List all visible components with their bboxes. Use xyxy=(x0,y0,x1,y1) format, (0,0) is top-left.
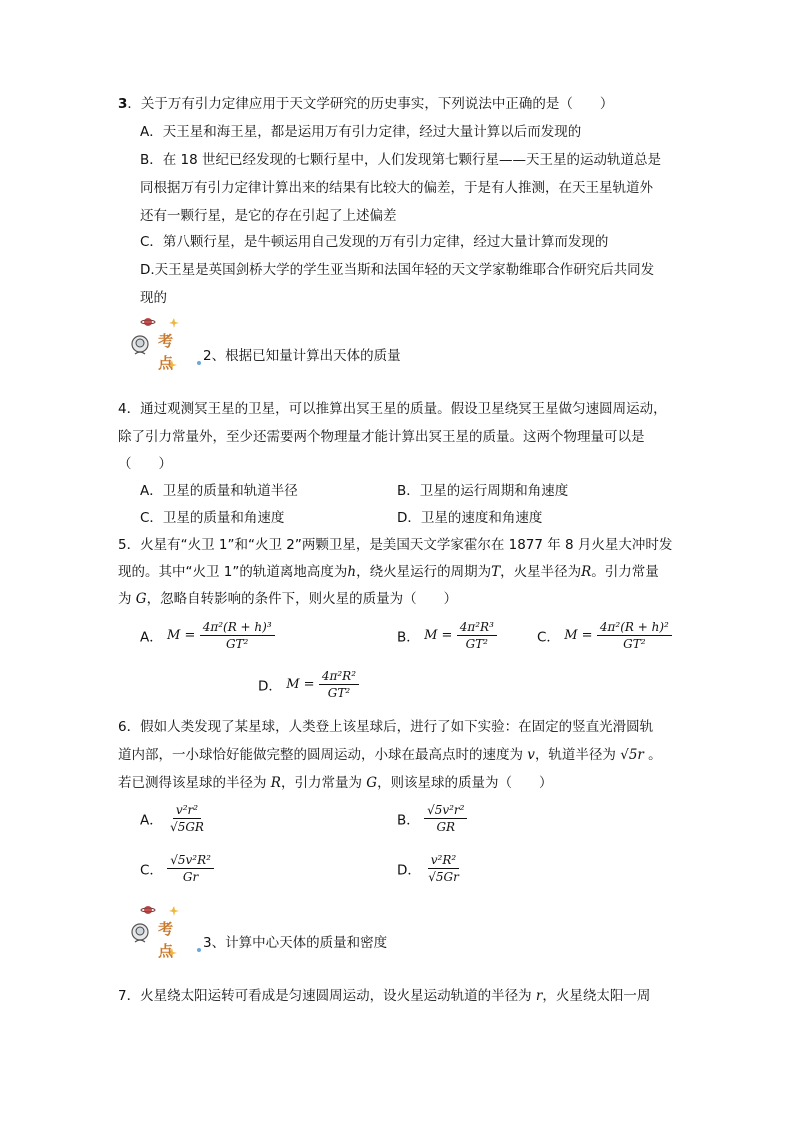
q3-option-a: A．天王星和海王星，都是运用万有引力定律，经过大量计算以后而发现的 xyxy=(140,124,582,140)
q5-b-fraction: $\frac{\text{4π²R³}}{\text{GT²}}$ xyxy=(457,620,497,651)
q5-c-mass-symbol: M = xyxy=(564,628,593,643)
q6-option-c xyxy=(140,853,214,884)
q7-line1-a: 7．火星绕太阳运转可看成是匀速圆周运动，设火星运动轨道的半径为 xyxy=(118,988,536,1004)
q3-number: 3 xyxy=(118,96,128,112)
q5-line2-b: ，绕火星运行的周期为 xyxy=(356,564,492,580)
q4-line3: （ ） xyxy=(118,456,172,472)
q5-line3-b: ，忽略自转影响的条件下，则火星的质量为（ ） xyxy=(146,591,458,607)
q6-line2 xyxy=(118,745,662,765)
q3-option-c: C．第八颗行星，是牛顿运用自己发现的万有引力定律，经过大量计算而发现的 xyxy=(140,234,609,250)
q7-line1 xyxy=(118,986,650,1006)
q6-line1: 6．假如人类发现了某星球，人类登上该星球后，进行了如下实验：在固定的竖直光滑圆轨 xyxy=(118,719,654,735)
q6-line3-b: ，引力常量为 xyxy=(280,775,367,791)
q3-option-b-line2: 同根据万有引力定律计算出来的结果有比较大的偏差，于是有人推测，在天王星轨道外 xyxy=(140,180,653,196)
q4-line2: 除了引力常量外，至少还需要两个物理量才能计算出冥王星的质量。这两个物理量可以是 xyxy=(118,429,645,445)
q3-stem xyxy=(118,94,613,114)
var-r: r xyxy=(535,988,543,1004)
q6-line3-a: 若已测得该星球的半径为 xyxy=(118,775,271,791)
q3-option-d-line1: D.天王星是英国剑桥大学的学生亚当斯和法国年轻的天文学家勒维耶合作研究后共同发 xyxy=(140,262,655,278)
q5-line3-a: 为 xyxy=(118,591,136,607)
q3-option-d-line2: 现的 xyxy=(140,290,167,306)
var-R: R xyxy=(581,564,592,580)
q4-option-a: A．卫星的质量和轨道半径 xyxy=(140,483,298,499)
bullet-dot xyxy=(197,948,201,952)
q5-option-d xyxy=(258,669,359,700)
var-G: G xyxy=(135,591,147,607)
badge-char-kao: 考 xyxy=(158,332,174,350)
q3-option-b-line1: B．在 18 世纪已经发现的七颗行星中，人们发现第七颗行星——天王星的运动轨道总是 xyxy=(140,152,662,168)
q5-option-b-label: B． xyxy=(397,629,420,646)
q6-option-b xyxy=(397,803,467,834)
badge-char-kao: 考 xyxy=(158,920,174,938)
q6-a-fraction: $\frac{\text{v²r²}}{√5GR}$ xyxy=(170,803,204,834)
q5-b-mass-symbol: M = xyxy=(424,628,453,643)
var-sqrt5r: √5r xyxy=(620,747,644,763)
q6-option-d xyxy=(397,853,462,884)
var-v: v xyxy=(527,747,535,763)
q5-option-c-label: C． xyxy=(537,629,560,646)
q5-line3 xyxy=(118,589,457,609)
q6-b-fraction: $\frac{\text{√5v²r²}}{GR}$ xyxy=(424,803,467,834)
badge-char-dian: 点 xyxy=(158,942,174,960)
q4-option-d: D．卫星的速度和角速度 xyxy=(397,510,543,526)
var-T: T xyxy=(491,564,501,580)
q6-option-d-label: D． xyxy=(397,862,421,879)
q5-line2-c: ，火星半径为 xyxy=(500,564,582,580)
q5-line2-d: 。引力常量 xyxy=(591,564,659,580)
q6-option-a-label: A． xyxy=(140,812,163,829)
q5-c-fraction: $\frac{\text{4π²(R + h)²}}{\text{GT²}}$ xyxy=(597,620,672,651)
q5-d-mass-symbol: M = xyxy=(286,677,315,692)
q3-option-b-line3: 还有一颗行星，是它的存在引起了上述偏差 xyxy=(140,208,397,224)
q5-option-b xyxy=(397,620,497,651)
q6-line3 xyxy=(118,773,553,793)
q6-c-fraction: $\frac{\text{√5v²R²}}{Gr}$ xyxy=(167,853,214,884)
q6-option-a xyxy=(140,803,207,834)
q5-a-fraction: $\frac{\text{4π²(R + h)³}}{\text{GT²}}$ xyxy=(200,620,275,651)
q6-option-b-label: B． xyxy=(397,812,420,829)
q6-line2-a: 道内部，一小球恰好能做完整的圆周运动，小球在最高点时的速度为 xyxy=(118,747,528,763)
var-h: h xyxy=(347,564,357,580)
topic-3-heading: 3、计算中心天体的质量和密度 xyxy=(203,935,388,951)
q5-option-a-label: A． xyxy=(140,629,163,646)
q6-line2-c: 。 xyxy=(643,747,662,763)
topic-2-heading: 2、根据已知量计算出天体的质量 xyxy=(203,348,401,364)
q5-line1: 5．火星有“火卫 1”和“火卫 2”两颗卫星，是美国天文学家霍尔在 1877 年 8 月火星大冲时发 xyxy=(118,537,673,553)
bullet-dot xyxy=(197,361,201,365)
q5-line2-a: 现的。其中“火卫 1”的轨道离地高度为 xyxy=(118,564,348,580)
q6-line3-c: ，则该星球的质量为（ ） xyxy=(377,775,553,791)
q4-option-b: B．卫星的运行周期和角速度 xyxy=(397,483,569,499)
q5-a-mass-symbol: M = xyxy=(167,628,196,643)
badge-char-dian: 点 xyxy=(158,354,174,372)
q6-line2-b: ，轨道半径为 xyxy=(534,747,621,763)
q5-d-fraction: $\frac{\text{4π²R²}}{\text{GT²}}$ xyxy=(319,669,359,700)
q4-option-c: C．卫星的质量和角速度 xyxy=(140,510,285,526)
q7-line1-b: ，火星绕太阳一周 xyxy=(542,988,651,1004)
q4-line1: 4．通过观测冥王星的卫星，可以推算出冥王星的质量。假设卫星绕冥王星做匀速圆周运动， xyxy=(118,401,667,417)
q6-option-c-label: C． xyxy=(140,862,163,879)
q5-line2 xyxy=(118,562,659,582)
q5-option-d-label: D． xyxy=(258,678,282,695)
var-R2: R xyxy=(270,775,281,791)
q5-option-a xyxy=(140,620,275,651)
q3-stem-text: ．关于万有引力定律应用于天文学研究的历史事实，下列说法中正确的是（ ） xyxy=(127,96,614,112)
q5-option-c xyxy=(537,620,672,651)
var-G2: G xyxy=(366,775,378,791)
q6-d-fraction: $\frac{\text{v²R²}}{√5Gr}$ xyxy=(428,853,459,884)
